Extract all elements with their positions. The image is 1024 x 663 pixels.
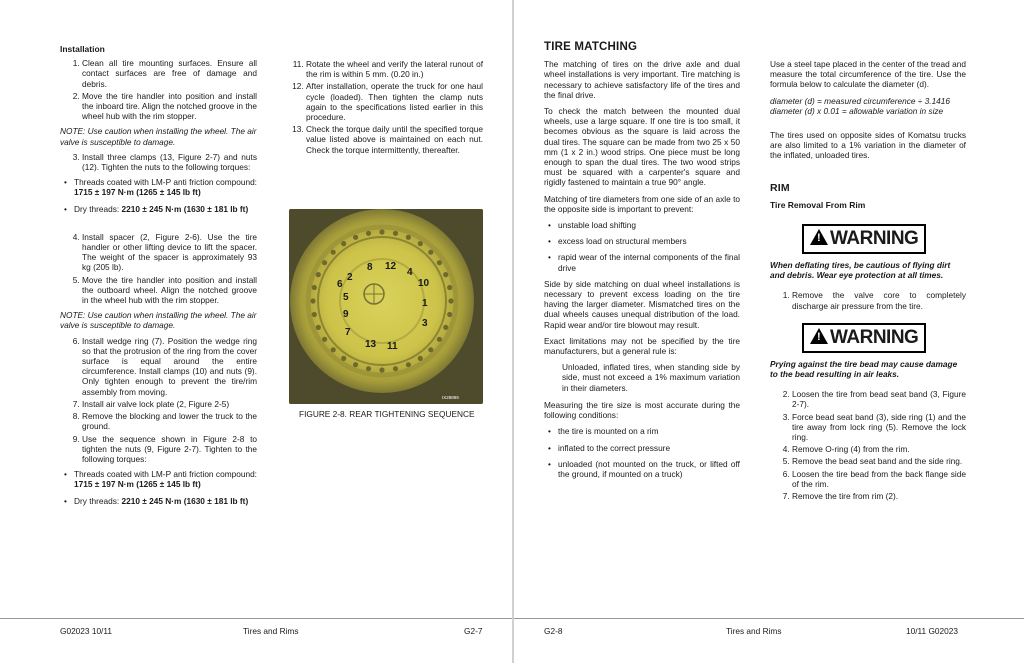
removal-step-1 <box>770 290 966 310</box>
list-item: 7. Remove the tire from rim (2). <box>792 491 966 501</box>
installation-steps-d <box>290 59 483 155</box>
tightening-number: 11 <box>387 341 398 352</box>
list-item: 7. Install air valve lock plate (2, Figure 2-5) <box>82 399 257 409</box>
tire-matching-column <box>544 42 740 485</box>
list-item: 4. Remove O-ring (4) from the rim. <box>792 444 966 454</box>
bolt <box>312 285 317 290</box>
installation-steps-a <box>60 58 257 121</box>
bolt <box>437 337 442 342</box>
warning-text: Prying against the tire bead may cause damage to the bead resulting in air leaks. <box>770 358 958 380</box>
list-item: 1. Remove the valve core to completely discharge air pressure from the tire. <box>792 290 966 310</box>
figure-caption: FIGURE 2-8. REAR TIGHTENING SEQUENCE <box>299 409 475 419</box>
paragraph: Exact limitations may not be specified by the tire manufacturers, but a general rule is: <box>544 335 740 357</box>
footer-doc-id: 10/11 G02023 <box>906 626 958 636</box>
list-item: 9. Use the sequence shown in Figure 2-8 to tighten the nuts (9, Figure 2-7). Tighten to the following torques: <box>82 434 257 465</box>
list-item: 6. Loosen the tire bead from the back flange side of the rim. <box>792 469 966 489</box>
bolt <box>316 325 321 330</box>
bolt <box>428 347 433 352</box>
warning-sign: ! WARNING <box>802 224 926 254</box>
paragraph: Matching of tire diameters from one side of an axle to the opposite side is important to prevent: <box>544 193 740 214</box>
bolt <box>406 235 411 240</box>
bolt <box>448 298 453 303</box>
tightening-number: 5 <box>343 292 349 303</box>
prevent-list <box>544 220 740 273</box>
bolt <box>418 356 423 361</box>
bolt <box>447 285 452 290</box>
tightening-number: 8 <box>367 262 373 273</box>
list-item: • unloaded (not mounted on the truck, or lifted off the ground, if mounted on a truck) <box>558 459 740 479</box>
list-item: • Dry threads: 2210 ± 245 N·m (1630 ± 181 lb ft) <box>74 204 257 214</box>
list-item: 3. Install three clamps (13, Figure 2-7) and nuts (12). Tighten the nuts to the following torques: <box>82 152 257 172</box>
bolt <box>418 241 423 246</box>
bolt <box>366 231 371 236</box>
list-item: • unstable load shifting <box>558 220 740 230</box>
bolt <box>366 366 371 371</box>
tightening-number: 9 <box>343 309 349 320</box>
footer-divider <box>0 618 512 619</box>
installation-steps-c <box>60 336 257 464</box>
installation-steps-b <box>60 232 257 305</box>
list-item: 2. Loosen the tire from bead seat band (3, Figure 2-7). <box>792 389 966 409</box>
right-page <box>514 0 1024 663</box>
footer-divider <box>514 618 1024 619</box>
bolt <box>322 260 327 265</box>
tightening-number: 1 <box>422 298 428 309</box>
tightening-number: 12 <box>385 261 397 272</box>
list-item: 8. Remove the blocking and lower the truck to the ground. <box>82 411 257 431</box>
tightening-number: 2 <box>347 272 353 283</box>
bolt <box>331 347 336 352</box>
bolt <box>443 272 448 277</box>
formula: diameter (d) x 0.01 = allowable variation in size <box>770 105 944 116</box>
warning-icon: ! <box>810 328 828 344</box>
list-item: • rapid wear of the internal components of the final drive <box>558 252 740 272</box>
list-item: • Threads coated with LM-P anti friction compound: 1715 ± 197 N·m (1265 ± 145 lb ft) <box>74 469 257 489</box>
bolt <box>437 260 442 265</box>
warning-sign: ! WARNING <box>802 323 926 353</box>
rear-tightening-sequence-figure <box>289 209 483 404</box>
list-item: 3. Force bead seat band (3), side ring (1) and the tire away from lock ring (5). Remove the lock ring. <box>792 412 966 443</box>
page-number: G2-8 <box>544 626 563 636</box>
caution-note: NOTE: Use caution when installing the wheel. The air valve is susceptible to damage. <box>60 310 257 331</box>
tightening-number: 4 <box>407 267 413 278</box>
paragraph: Side by side matching on dual wheel installations is necessary to prevent excess loading on the tire having the larger diameter. Mismatched tires on the dual wheels causes unequal distribution of the load. Rapid wear and/or tire blowout may result. <box>544 278 740 330</box>
list-item: • Dry threads: 2210 ± 245 N·m (1630 ± 181 lb ft) <box>74 496 257 506</box>
bolt <box>406 362 411 367</box>
paragraph: Measuring the tire size is most accurate during the following conditions: <box>544 399 740 421</box>
continued-steps-column <box>290 59 483 160</box>
list-item: • inflated to the correct pressure <box>558 443 740 453</box>
bolt <box>312 312 317 317</box>
caution-note: NOTE: Use caution when installing the wheel. The air valve is susceptible to damage. <box>60 126 257 147</box>
rim-column <box>770 59 966 506</box>
bolt <box>310 298 315 303</box>
tire-matching-heading: TIRE MATCHING <box>544 41 638 53</box>
page-number: G2-7 <box>464 626 483 636</box>
tightening-number: 13 <box>365 339 377 350</box>
bolt <box>316 272 321 277</box>
list-item: 6. Install wedge ring (7). Position the wedge ring so that the protrusion of the ring from the cover surface is equal around the entire circumference. Install clamps (10) and nuts (9). Only tighten enough to prevent the tire/rim assembly from moving. <box>82 336 257 397</box>
paragraph: To check the match between the mounted dual wheels, use a large square. If one tire is too small, it becomes obvious as the square is laid across the dual tires. The square can be made from two 25 x 50 mm (1 x 2 in.) wood strips. One piece must be long enough to span the dual tires. The two wood strips must be squared with a carpenter's square and rigidly fastened to maintain a true 90° angle. <box>544 106 740 188</box>
tire-removal-heading: Tire Removal From Rim <box>770 199 866 210</box>
paragraph: Use a steel tape placed in the center of the tread and measure the total circumference of the tire. Use the formula below to calculate the diameter (d). <box>770 59 966 90</box>
list-item: 12. After installation, operate the truck for one haul cycle (loaded). Then tighten the clamp nuts again to the specifications listed earlier in this procedure. <box>306 81 483 122</box>
paragraph: The tires used on opposite sides of Komatsu trucks are also limited to a 1% variation in the diameter of the inflated, unloaded tires. <box>770 130 966 161</box>
footer-section-title: Tires and Rims <box>726 626 782 636</box>
bolt <box>443 325 448 330</box>
bolt <box>353 362 358 367</box>
bolt <box>379 367 384 372</box>
bolt <box>322 337 327 342</box>
installation-heading: Installation <box>60 44 105 54</box>
bolt <box>341 241 346 246</box>
bolt <box>353 235 358 240</box>
removal-steps <box>770 389 966 501</box>
rim-heading: RIM <box>770 181 790 194</box>
bolt <box>341 356 346 361</box>
footer-doc-id: G02023 10/11 <box>60 626 112 636</box>
bolt <box>393 366 398 371</box>
list-item: 1. Clean all tire mounting surfaces. Ensure all contact surfaces are free of damage and debris. <box>82 58 257 89</box>
conditions-list <box>544 426 740 479</box>
tightening-number: 10 <box>418 278 430 289</box>
tightening-number: 6 <box>337 279 343 290</box>
bolt <box>379 229 384 234</box>
installation-column <box>60 44 257 512</box>
list-item: 5. Remove the bead seat band and the side ring. <box>792 456 966 466</box>
formula: diameter (d) = measured circumference ÷ 3.1416 <box>770 95 951 106</box>
bolt <box>331 250 336 255</box>
list-item: 11. Rotate the wheel and verify the lateral runout of the rim is within 5 mm. (0.20 in.) <box>306 59 483 79</box>
warning-icon: ! <box>810 229 828 245</box>
bolt <box>428 250 433 255</box>
list-item: • excess load on structural members <box>558 236 740 246</box>
footer-section-title: Tires and Rims <box>243 626 299 636</box>
list-item: 4. Install spacer (2, Figure 2-6). Use the tire handler or other lifting device to lift the spacer. The weight of the spacer is approximately 93 kg (205 lb). <box>82 232 257 273</box>
figure-tag: IX28899 <box>442 395 459 400</box>
list-item: 2. Move the tire handler into position and install the inboard tire. Align the notched groove in the wheel hub with the rim stopper. <box>82 91 257 122</box>
tightening-number: 3 <box>422 318 428 329</box>
list-item: • Threads coated with LM-P anti friction compound: 1715 ± 197 N·m (1265 ± 145 lb ft) <box>74 177 257 197</box>
list-item: 13. Check the torque daily until the specified torque value listed above is maintained on each nut. Check the torque intermittently, thereafter. <box>306 124 483 155</box>
tightening-number: 7 <box>345 327 351 338</box>
list-item: • the tire is mounted on a rim <box>558 426 740 436</box>
paragraph: The matching of tires on the drive axle and dual wheel installations is very important. Tire matching is necessary to achieve satisfactory life of the tires and the final drive. <box>544 59 740 100</box>
wheel-photo <box>289 209 483 404</box>
torque-list-2 <box>60 469 257 506</box>
list-item: 5. Move the tire handler into position and install the outboard wheel. Align the notched groove in the wheel hub with the rim stopper. <box>82 275 257 306</box>
bolt <box>393 231 398 236</box>
torque-list-1 <box>60 177 257 214</box>
installation-step-3 <box>60 152 257 172</box>
bolt <box>447 312 452 317</box>
general-rule: Unloaded, inflated tires, when standing side by side, must not exceed a 1% maximum variation in their diameters. <box>562 362 740 393</box>
warning-text: When deflating tires, be cautious of flying dirt and debris. Wear eye protection at all times. <box>770 260 951 281</box>
